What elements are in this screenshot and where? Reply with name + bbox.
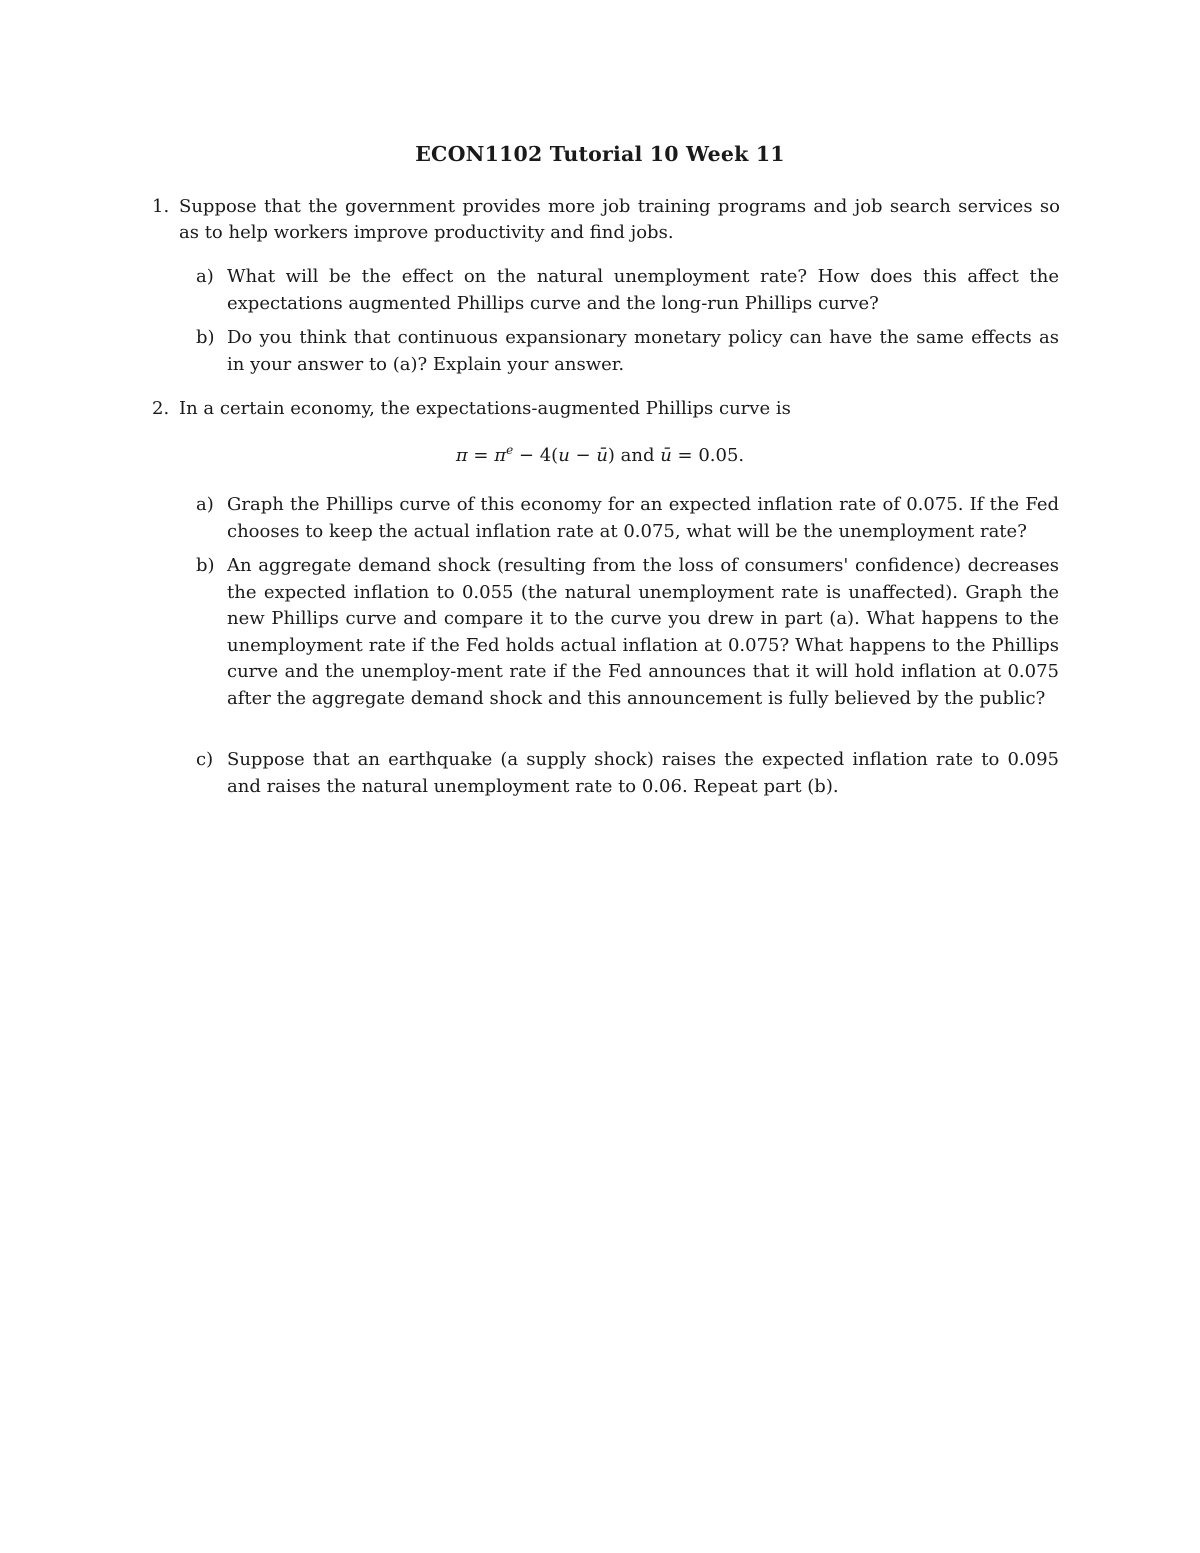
question-2-part-c: [196, 747, 1059, 800]
equation-pi: π: [455, 445, 468, 466]
part-text: Do you think that continuous expansionary monetary policy can have the same effects as in your answer to (a)? Explain your answer.: [227, 327, 1059, 375]
part-label: a): [196, 266, 214, 287]
question-text: In a certain economy, the expectations-augmented Phillips curve is: [179, 398, 791, 419]
phillips-curve-equation: [0, 443, 1200, 466]
equation-pi-expected: π: [494, 445, 507, 466]
question-1-part-a: [196, 264, 1059, 317]
question-1: [152, 194, 1060, 246]
equation-u: u: [558, 445, 570, 466]
question-2-part-b: [196, 553, 1059, 712]
part-label: b): [196, 555, 215, 576]
question-number: 2.: [152, 398, 170, 419]
question-number: 1.: [152, 196, 170, 217]
equation-coefficient: − 4(: [518, 445, 559, 466]
part-label: b): [196, 327, 215, 348]
part-text: Suppose that an earthquake (a supply shock) raises the expected inflation rate to 0.095 and raises the natural unemployment rate to 0.06. Repeat part (b).: [227, 749, 1059, 797]
equation-ubar-2: ū: [660, 445, 672, 466]
equation-superscript-e: e: [506, 443, 514, 457]
part-label: c): [196, 749, 214, 770]
question-2: [152, 396, 1060, 422]
question-1-part-b: [196, 325, 1059, 378]
part-text: An aggregate demand shock (resulting from the loss of consumers' confidence) decreases the expected inflation to 0.055 (the natural unemployment rate is unaffected). Graph the new Phillips curve and compare it to the curve you drew in part (a). What happens to the unemployment rate if the Fed holds actual inflation at 0.075? What happens to the Phillips curve and the unemploy-ment rate if the Fed announces that it will hold inflation at 0.075 after the aggregate demand shock and this announcement is fully believed by the public?: [227, 555, 1059, 709]
part-label: a): [196, 494, 214, 515]
question-2-part-a: [196, 492, 1059, 545]
equation-value: = 0.05.: [671, 445, 745, 466]
part-text: Graph the Phillips curve of this economy for an expected inflation rate of 0.075. If the Fed chooses to keep the actual inflation rate at 0.075, what will be the unemployment rate?: [227, 494, 1059, 542]
equation-ubar: ū: [596, 445, 608, 466]
equation-and: ) and: [607, 445, 661, 466]
equation-equals: =: [473, 445, 489, 466]
part-text: What will be the effect on the natural unemployment rate? How does this affect the expectations augmented Phillips curve and the long-run Phillips curve?: [227, 266, 1059, 314]
question-text: Suppose that the government provides more job training programs and job search services so as to help workers improve productivity and find jobs.: [179, 196, 1060, 243]
equation-minus: −: [569, 445, 597, 466]
document-title: ECON1102 Tutorial 10 Week 11: [415, 142, 785, 166]
